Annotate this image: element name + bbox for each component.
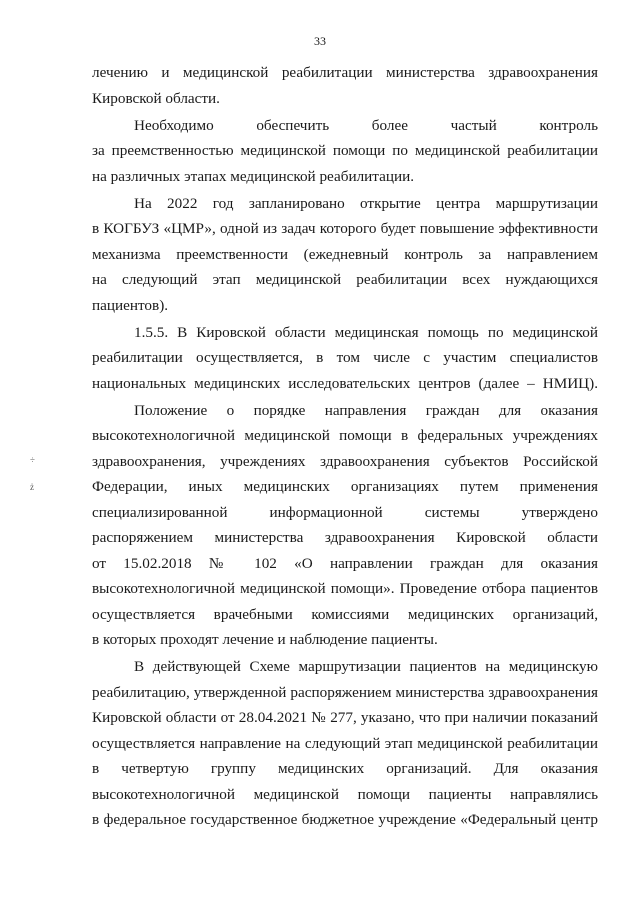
page-number: 33 bbox=[314, 34, 326, 48]
text-line: Федерации, иных медицинских организациях путем применения bbox=[92, 478, 598, 495]
text-line: Положение о порядке направления граждан для оказания bbox=[134, 401, 598, 419]
text-line: на следующий этап медицинской реабилитации всех нуждающихся bbox=[92, 271, 598, 288]
text-line: здравоохранения, учреждениях здравоохранения субъектов Российской bbox=[92, 452, 598, 470]
text-line: механизма преемственности (ежедневный контроль за направлением bbox=[92, 245, 598, 263]
text-line: за преемственностью медицинской помощи по медицинской реабилитации bbox=[92, 142, 598, 159]
text-line: на различных этапах медицинской реабилитации. bbox=[92, 167, 415, 185]
text-line: в федеральное государственное бюджетное учреждение «Федеральный центр bbox=[92, 811, 598, 828]
text-line: реабилитацию, утвержденной распоряжением министерства здравоохранения bbox=[92, 683, 598, 701]
text-line: распоряжением министерства здравоохранения Кировской области bbox=[92, 529, 598, 546]
text-line: национальных медицинских исследовательских центров (далее – НМИЦ). bbox=[92, 374, 598, 392]
text-line: высокотехнологичной медицинской помощи в федеральных учреждениях bbox=[92, 427, 598, 444]
text-line: Необходимо обеспечить более частый контроль bbox=[134, 116, 598, 134]
margin-mark: ÷ bbox=[30, 455, 35, 465]
text-line: высокотехнологичной медицинской помощи». Проведение отбора пациентов bbox=[92, 580, 598, 597]
text-line: 1.5.5. В Кировской области медицинская помощь по медицинской bbox=[134, 323, 598, 341]
text-line: Кировской области. bbox=[92, 89, 220, 107]
text-line: На 2022 год запланировано открытие центра маршрутизации bbox=[134, 194, 598, 212]
body-text bbox=[92, 60, 598, 833]
text-line: в которых проходят лечение и наблюдение пациенты. bbox=[92, 631, 438, 648]
text-line: специализированной информационной системы утверждено bbox=[92, 503, 598, 521]
text-line: в четвертую группу медицинских организаций. Для оказания bbox=[92, 760, 598, 777]
text-line: осуществляется врачебными комиссиями медицинских организаций, bbox=[92, 605, 598, 623]
text-line: в КОГБУЗ «ЦМР», одной из задач которого будет повышение эффективности bbox=[92, 220, 598, 237]
text-line: осуществляется направление на следующий этап медицинской реабилитации bbox=[92, 734, 598, 752]
text-line: Кировской области от 28.04.2021 № 277, указано, что при наличии показаний bbox=[92, 709, 598, 726]
margin-mark: ż bbox=[30, 482, 34, 492]
text-line: лечению и медицинской реабилитации министерства здравоохранения bbox=[92, 64, 598, 81]
text-line: В действующей Схеме маршрутизации пациентов на медицинскую bbox=[134, 658, 598, 675]
text-line: от 15.02.2018 № 102 «О направлении граждан для оказания bbox=[92, 554, 598, 572]
text-line: высокотехнологичной медицинской помощи пациенты направлялись bbox=[92, 785, 598, 803]
text-line: пациентов). bbox=[92, 296, 169, 314]
text-line: реабилитации осуществляется, в том числе с участим специалистов bbox=[92, 349, 598, 366]
